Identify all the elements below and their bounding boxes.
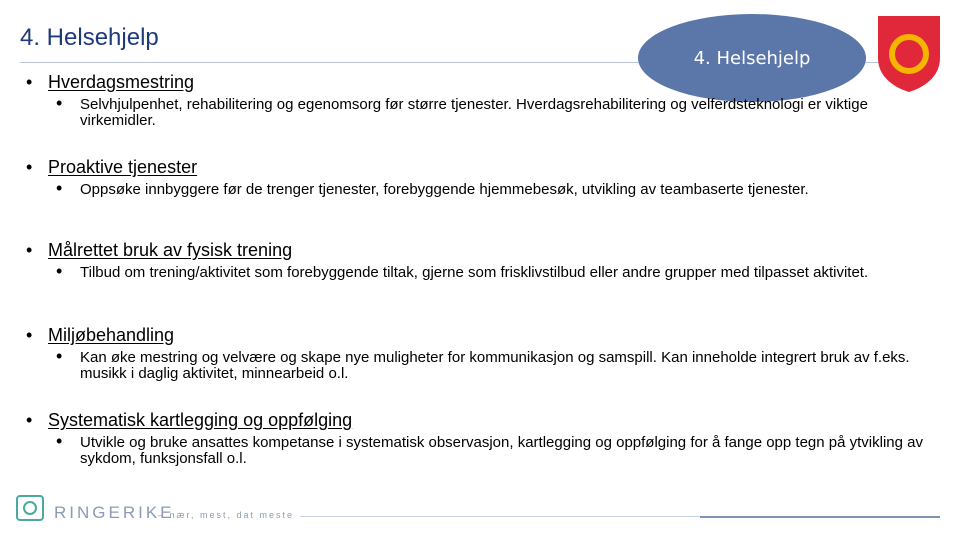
bullet-heading: Målrettet bruk av fysisk trening: [48, 240, 293, 260]
footer-slogan: – nær, mest, dat meste: [158, 510, 295, 520]
bullet-detail: Oppsøke innbyggere før de trenger tjenester, forebyggende hjemmebesøk, utvikling av teambaserte tjenester.: [80, 181, 809, 198]
sub-bullet-dot: •: [56, 261, 63, 281]
bullet-item: [26, 157, 940, 198]
footer-rule: [300, 516, 700, 517]
bullet-detail: Selvhjulpenhet, rehabilitering og egenomsorg før større tjenester. Hverdagsrehabilitering og velferdsteknologi er viktige virkemidler.: [80, 96, 868, 129]
footer-brand-name: RINGERIKE: [54, 503, 175, 522]
bullet-item: [26, 410, 940, 467]
sub-bullet-dot: •: [56, 93, 63, 113]
bullet-item: [26, 325, 940, 382]
sub-bullet-dot: •: [56, 431, 63, 451]
bullet-detail: Kan øke mestring og velvære og skape nye muligheter for kommunikasjon og samspill. Kan inneholde integrert bruk av f.eks. musikk i daglig aktivitet, minnearbeid o.l.: [80, 349, 910, 382]
bullet-heading: Hverdagsmestring: [48, 72, 195, 92]
sub-bullet-dot: •: [56, 178, 63, 198]
bullet-detail: Tilbud om trening/aktivitet som forebyggende tiltak, gjerne som frisklivstilbud eller andre grupper med tilpasset aktivitet.: [80, 264, 869, 281]
sub-bullet-dot: •: [56, 346, 63, 366]
footer-rule-accent: [700, 516, 940, 518]
bullet-dot: •: [26, 240, 33, 260]
bullet-item: [26, 72, 940, 129]
section-badge-label: 4. Helsehjelp: [693, 47, 811, 69]
bullet-dot: •: [26, 72, 33, 92]
bullet-detail: Utvikle og bruke ansattes kompetanse i systematisk observasjon, kartlegging og oppfølging for å fange opp tegn på ytvikling av sykdom, funksjonsfall o.l.: [80, 434, 923, 467]
bullet-heading: Systematisk kartlegging og oppfølging: [48, 410, 353, 430]
bullet-item: [26, 240, 940, 281]
bullet-dot: •: [26, 410, 33, 430]
bullet-heading: Miljøbehandling: [48, 325, 175, 345]
ringerike-logo-icon: [16, 495, 46, 523]
bullet-dot: •: [26, 325, 33, 345]
bullet-heading: Proaktive tjenester: [48, 157, 198, 177]
bullet-dot: •: [26, 157, 33, 177]
slide-title: 4. Helsehjelp: [20, 24, 159, 51]
